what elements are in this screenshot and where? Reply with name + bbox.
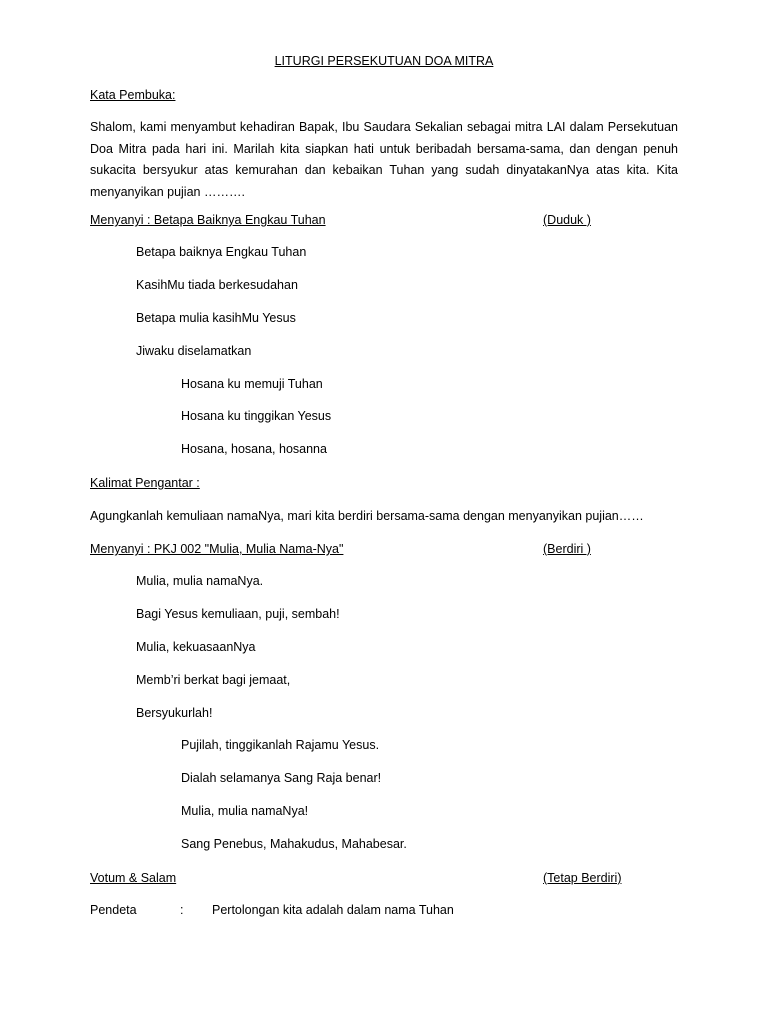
opening-line: Doa Mitra pada hari ini. Marilah kita siapkan hati untuk beribadah bersama-sama, dan dengan penuh xyxy=(90,141,678,156)
song2-verse-line: Bagi Yesus kemuliaan, puji, sembah! xyxy=(136,607,340,621)
dialogue-text: Pertolongan kita adalah dalam nama Tuhan xyxy=(212,903,454,917)
dialogue-colon: : xyxy=(180,903,184,917)
song2-verse-line: Memb’ri berkat bagi jemaat, xyxy=(136,673,291,687)
song1-verse-line: KasihMu tiada berkesudahan xyxy=(136,278,298,292)
song1-heading: Menyanyi : Betapa Baiknya Engkau Tuhan xyxy=(90,213,326,227)
dialogue-speaker: Pendeta xyxy=(90,903,137,917)
song1-chorus-line: Hosana, hosana, hosanna xyxy=(181,442,327,456)
song2-posture: (Berdiri ) xyxy=(543,542,591,556)
song2-verse-line: Mulia, kekuasaanNya xyxy=(136,640,256,654)
votum-posture: (Tetap Berdiri) xyxy=(543,871,622,885)
song2-heading: Menyanyi : PKJ 002 "Mulia, Mulia Nama-Nya" xyxy=(90,542,344,556)
transition-heading: Kalimat Pengantar : xyxy=(90,476,200,490)
song2-chorus-line: Pujilah, tinggikanlah Rajamu Yesus. xyxy=(181,738,380,752)
opening-heading: Kata Pembuka: xyxy=(90,88,176,102)
document-title: LITURGI PERSEKUTUAN DOA MITRA xyxy=(274,54,494,68)
song1-verse-line: Betapa baiknya Engkau Tuhan xyxy=(136,245,307,259)
song1-chorus-line: Hosana ku memuji Tuhan xyxy=(181,377,323,391)
song1-verse-line: Betapa mulia kasihMu Yesus xyxy=(136,311,296,325)
song2-chorus-line: Dialah selamanya Sang Raja benar! xyxy=(181,771,382,785)
opening-line: sukacita bersyukur atas kemurahan dan kebaikan Tuhan yang sudah dinyatakanNya atas kita. Kita xyxy=(90,163,678,178)
song1-verse-line: Jiwaku diselamatkan xyxy=(136,344,252,358)
opening-line: menyanyikan pujian ………. xyxy=(90,185,245,200)
transition-text: Agungkanlah kemuliaan namaNya, mari kita berdiri bersama-sama dengan menyanyikan pujian…… xyxy=(90,509,644,523)
song1-posture: (Duduk ) xyxy=(543,213,591,227)
song2-chorus-line: Sang Penebus, Mahakudus, Mahabesar. xyxy=(181,837,407,851)
song1-chorus-line: Hosana ku tinggikan Yesus xyxy=(181,409,332,423)
votum-heading: Votum & Salam xyxy=(90,871,177,885)
song2-chorus-line: Mulia, mulia namaNya! xyxy=(181,804,309,818)
opening-paragraph xyxy=(90,117,678,204)
song2-verse-line: Bersyukurlah! xyxy=(136,706,213,720)
opening-line: Shalom, kami menyambut kehadiran Bapak, Ibu Saudara Sekalian sebagai mitra LAI dalam Persekutuan xyxy=(90,120,678,134)
song2-verse-line: Mulia, mulia namaNya. xyxy=(136,574,264,588)
